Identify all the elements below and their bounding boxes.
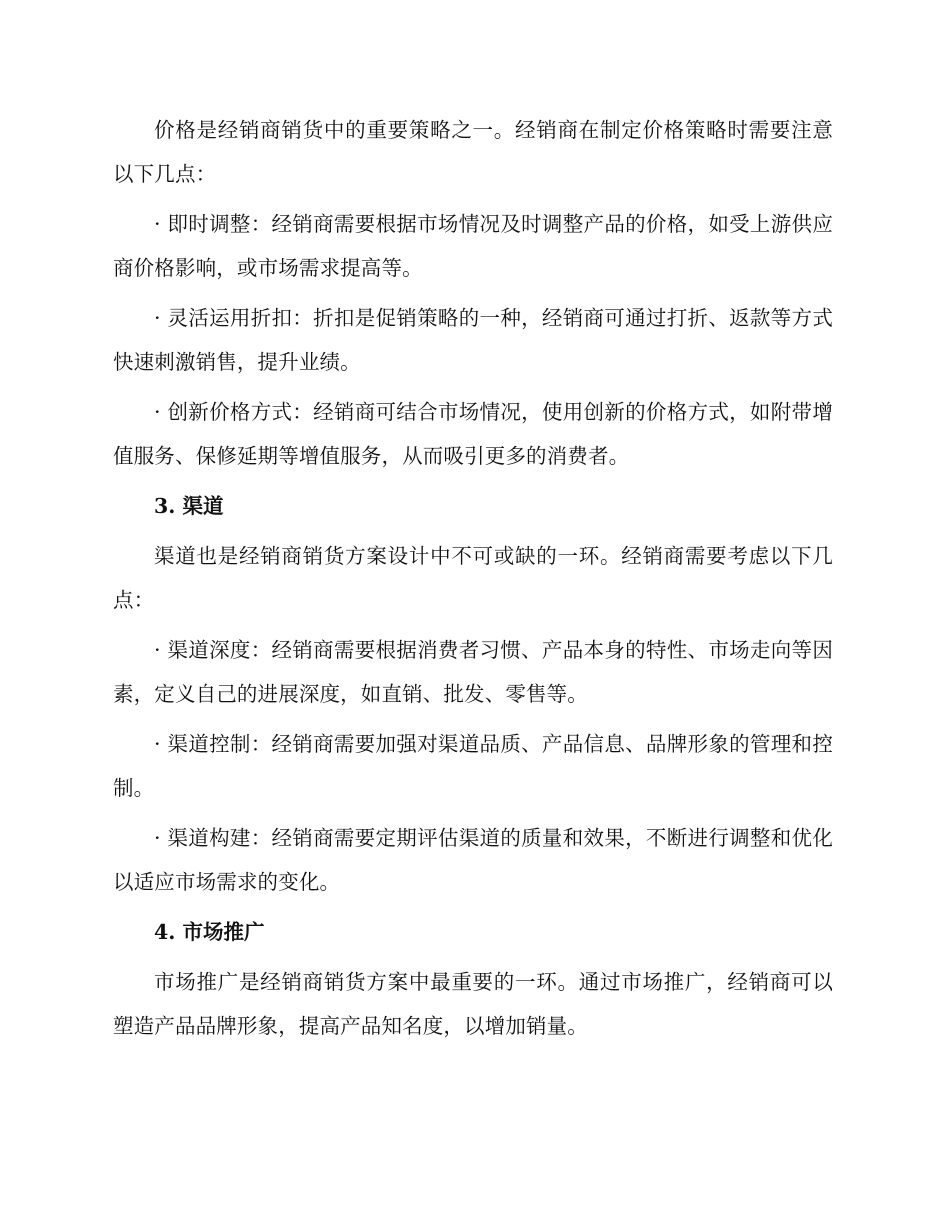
price-bullet-1-block (113, 202, 833, 290)
price-intro-paragraph: 价格是经销商销货中的重要策略之一。经销商在制定价格策略时需要注意以下几点： (113, 118, 833, 186)
price-intro-block (113, 108, 833, 196)
price-bullet-instant-adjustment: · 即时调整：经销商需要根据市场情况及时调整产品的价格，如受上游供应商价格影响，或市场需求提高等。 (113, 212, 833, 280)
price-bullet-innovative-pricing: · 创新价格方式：经销商可结合市场情况，使用创新的价格方式，如附带增值服务、保修延期等增值服务，从而吸引更多的消费者。 (113, 400, 833, 468)
section-4-heading: 4. 市场推广 (154, 920, 265, 944)
document-body (113, 108, 833, 1054)
channel-bullet-depth: · 渠道深度：经销商需要根据消费者习惯、产品本身的特性、市场走向等因素，定义自己的进展深度，如直销、批发、零售等。 (113, 638, 833, 706)
channel-bullet-3-block (113, 816, 833, 904)
channel-bullet-control: · 渠道控制：经销商需要加强对渠道品质、产品信息、品牌形象的管理和控制。 (113, 732, 833, 800)
price-bullet-flexible-discount: · 灵活运用折扣：折扣是促销策略的一种，经销商可通过打折、返款等方式快速刺激销售，提升业绩。 (113, 306, 833, 374)
channel-bullet-2-block (113, 722, 833, 810)
section-3-heading: 3. 渠道 (154, 494, 224, 518)
marketing-intro-paragraph: 市场推广是经销商销货方案中最重要的一环。通过市场推广，经销商可以塑造产品品牌形象，提高产品知名度，以增加销量。 (113, 970, 833, 1038)
price-bullet-3-block (113, 390, 833, 478)
channel-intro-block (113, 534, 833, 622)
channel-bullet-construction: · 渠道构建：经销商需要定期评估渠道的质量和效果，不断进行调整和优化以适应市场需求的变化。 (113, 826, 833, 894)
channel-intro-paragraph: 渠道也是经销商销货方案设计中不可或缺的一环。经销商需要考虑以下几点： (113, 544, 833, 612)
marketing-intro-block (113, 960, 833, 1048)
price-bullet-2-block (113, 296, 833, 384)
channel-bullet-1-block (113, 628, 833, 716)
